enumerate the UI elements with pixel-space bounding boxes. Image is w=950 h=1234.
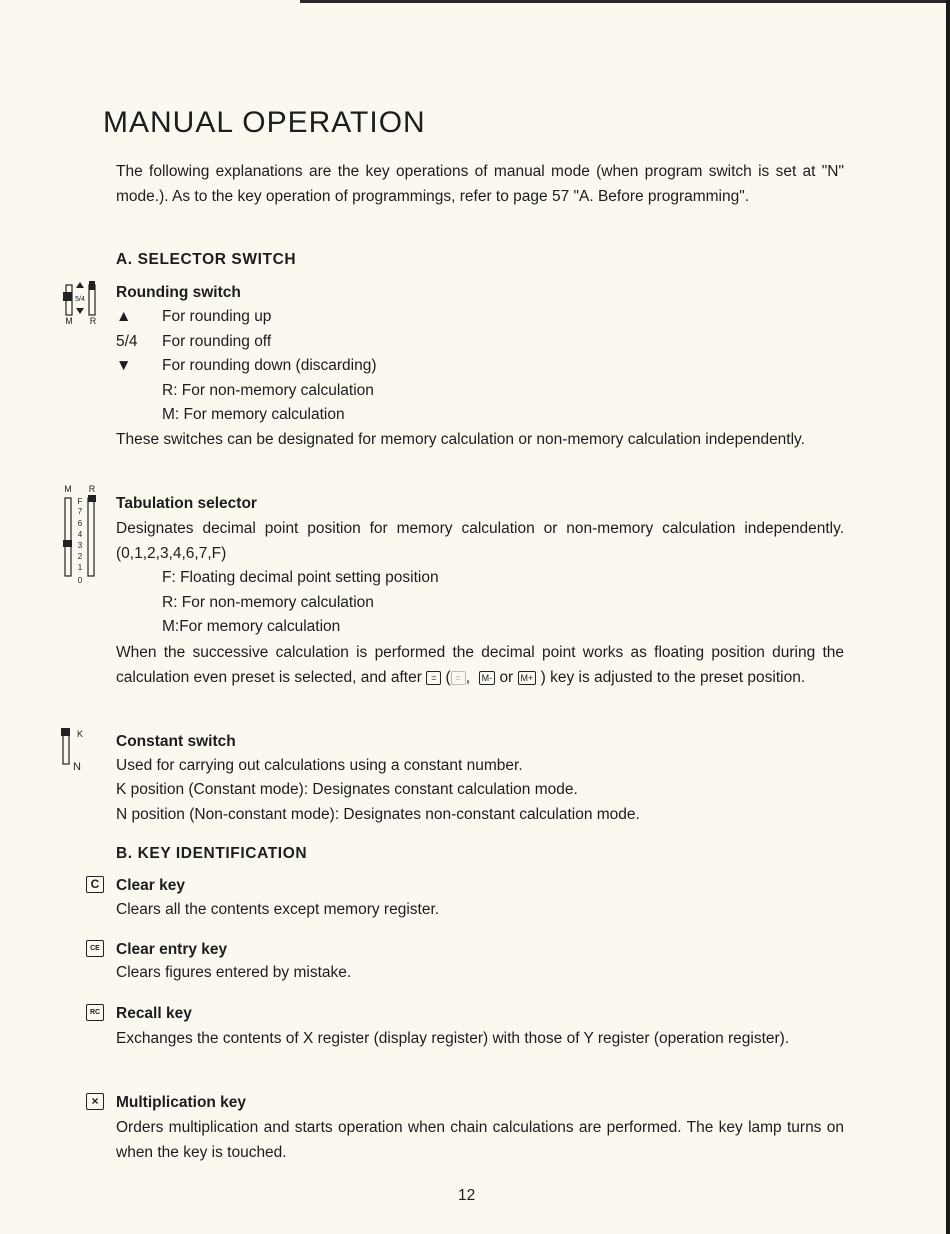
svg-text:R: R [89, 316, 97, 325]
tabulation-f-text: F: Floating decimal point setting position [162, 569, 439, 586]
rounding-up-line [116, 306, 271, 328]
svg-text:N: N [73, 761, 81, 770]
rounding-m-text: M: For memory calculation [162, 406, 345, 423]
equal-key-lit-icon: = [451, 671, 466, 685]
multiplication-key-icon: × [86, 1093, 104, 1110]
rounding-off-symbol: 5/4 [116, 333, 138, 350]
clear-key-description: Clears all the contents except memory register. [116, 901, 440, 918]
equal-key-icon: = [426, 671, 441, 685]
tabulation-m-text: M:For memory calculation [162, 618, 341, 635]
constant-description: Used for carrying out calculations using a constant number. [116, 757, 523, 774]
rounding-down-symbol: ▼ [116, 357, 132, 374]
multiplication-key-heading: Multiplication key [116, 1094, 247, 1111]
svg-text:M: M [64, 484, 72, 494]
svg-text:6: 6 [77, 519, 83, 528]
svg-text:3: 3 [77, 541, 83, 550]
svg-text:4: 4 [77, 530, 83, 539]
rounding-up-symbol: ▲ [116, 308, 132, 325]
top-edge-line [300, 0, 950, 3]
tabulation-selector-heading: Tabulation selector [116, 495, 257, 512]
rounding-switch-icon [62, 279, 106, 325]
svg-text:7: 7 [77, 507, 83, 516]
multiplication-key-description: Orders multiplication and starts operation when chain calculations are performed. The key lamp turns on when the key is touched. [116, 1119, 844, 1161]
svg-text:F: F [77, 497, 83, 506]
tabulation-selector-icon [62, 482, 104, 588]
rounding-down-line [116, 355, 377, 377]
intro-paragraph: The following explanations are the key operations of manual mode (when program switch is set at "N" mode.). As to the key operation of programmings, refer to page 57 "A. Before programming". [116, 163, 844, 205]
or-word: or [499, 668, 514, 686]
recall-key-description: Exchanges the contents of X register (display register) with those of Y register (operation register). [116, 1030, 790, 1047]
section-a-heading: A. SELECTOR SWITCH [116, 251, 297, 268]
comma: , [465, 668, 470, 686]
clear-entry-key-heading: Clear entry key [116, 941, 228, 958]
constant-k-text: K position (Constant mode): Designates constant calculation mode. [116, 781, 578, 798]
recall-key-heading: Recall key [116, 1005, 192, 1022]
paren-open: ( [445, 668, 451, 686]
svg-text:0: 0 [77, 576, 83, 585]
svg-text:5/4: 5/4 [75, 296, 85, 303]
section-b-heading: B. KEY IDENTIFICATION [116, 845, 308, 862]
tabulation-description: Designates decimal point position for memory calculation or non-memory calculation independently. (0,1,2,3,4,6,7,F) [116, 520, 844, 562]
rounding-down-text: For rounding down (discarding) [162, 357, 377, 374]
constant-n-text: N position (Non-constant mode): Designates non-constant calculation mode. [116, 806, 640, 823]
rounding-note: These switches can be designated for memory calculation or non-memory calculation independently. [116, 431, 805, 448]
tabulation-note [116, 641, 844, 690]
svg-text:2: 2 [77, 552, 83, 561]
svg-text:R: R [88, 484, 96, 494]
clear-entry-key-description: Clears figures entered by mistake. [116, 964, 352, 981]
rounding-off-line [116, 331, 271, 353]
right-edge-line [946, 0, 950, 1234]
memory-minus-key-icon: M- [479, 671, 496, 685]
clear-entry-key-icon: CE [86, 940, 104, 957]
tabulation-r-text: R: For non-memory calculation [162, 594, 374, 611]
page-title: MANUAL OPERATION [103, 106, 426, 139]
recall-key-icon: RC [86, 1004, 104, 1021]
rounding-up-text: For rounding up [162, 308, 272, 325]
svg-text:M: M [65, 316, 73, 325]
svg-text:1: 1 [77, 563, 83, 572]
clear-key-heading: Clear key [116, 877, 185, 894]
tabulation-note-part1: When the successive calculation is performed the decimal point works as floating position during the calculation even preset is selected, and after [116, 644, 844, 686]
clear-key-icon: C [86, 876, 104, 893]
rounding-r-text: R: For non-memory calculation [162, 382, 374, 399]
tabulation-note-part2: ) key is adjusted to the preset position. [540, 668, 806, 686]
constant-switch-icon [60, 726, 94, 770]
constant-switch-heading: Constant switch [116, 733, 236, 750]
page-number: 12 [458, 1187, 476, 1204]
rounding-switch-heading: Rounding switch [116, 284, 241, 301]
rounding-off-text: For rounding off [162, 333, 272, 350]
memory-plus-key-icon: M+ [518, 671, 537, 685]
svg-text:K: K [77, 729, 84, 739]
